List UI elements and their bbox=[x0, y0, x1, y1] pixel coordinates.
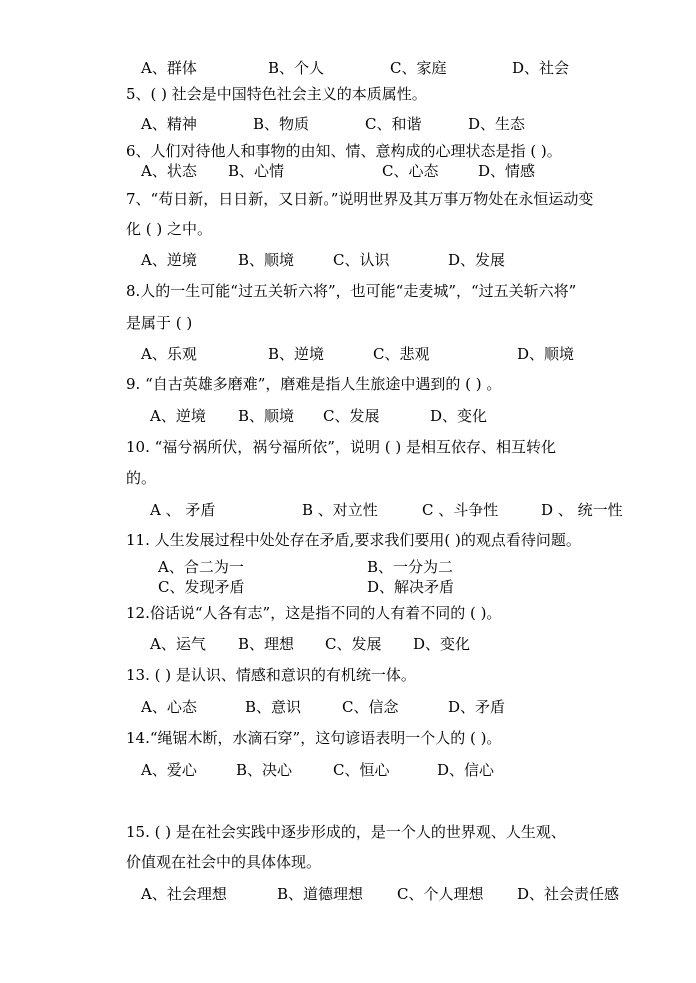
q14-stem: 14.“绳锯木断，水滴石穿”，这句谚语表明一个人的 ( )。 bbox=[126, 729, 502, 747]
q9-stem: 9. “自古英雄多磨难”，磨难是指人生旅途中遇到的 ( ) 。 bbox=[126, 375, 502, 393]
q11-option-a: A、合二为一 bbox=[158, 558, 244, 576]
q10-option-b: B 、对立性 bbox=[302, 501, 378, 519]
q4-option-a: A、群体 bbox=[141, 59, 197, 77]
q13-option-b: B、意识 bbox=[245, 698, 302, 716]
q8-option-a: A、乐观 bbox=[141, 345, 197, 363]
q5-option-d: D、生态 bbox=[468, 115, 526, 133]
q5-option-a: A、精神 bbox=[141, 115, 197, 133]
q14-option-c: C、恒心 bbox=[333, 761, 390, 779]
q9-option-b: B、顺境 bbox=[238, 407, 295, 425]
q6-option-d: D、情感 bbox=[478, 162, 536, 180]
q7-option-c: C、认识 bbox=[333, 251, 390, 269]
q11-option-b: B、一分为二 bbox=[367, 558, 454, 576]
q8-option-c: C、悲观 bbox=[373, 345, 430, 363]
q15-option-c: C、个人理想 bbox=[397, 885, 484, 903]
q10-stem-line2: 的。 bbox=[126, 469, 157, 487]
q15-option-b: B、道德理想 bbox=[277, 885, 364, 903]
q6-stem: 6、人们对待他人和事物的由知、情、意构成的心理状态是指 ( )。 bbox=[126, 142, 562, 160]
q8-stem-line1: 8.人的一生可能“过五关斩六将”，也可能“走麦城”，“过五关斩六将” bbox=[126, 282, 577, 300]
q11-option-c: C、发现矛盾 bbox=[158, 578, 245, 596]
q13-option-c: C、信念 bbox=[342, 698, 399, 716]
q15-option-d: D、社会责任感 bbox=[517, 885, 620, 903]
q9-option-d: D、变化 bbox=[430, 407, 488, 425]
q11-stem: 11. 人生发展过程中处处存在矛盾,要求我们要用( )的观点看待问题。 bbox=[126, 531, 581, 549]
q9-option-a: A、逆境 bbox=[150, 407, 206, 425]
q15-stem-line1: 15. ( ) 是在社会实践中逐步形成的，是一个人的世界观、人生观、 bbox=[126, 823, 566, 841]
q8-option-d: D、顺境 bbox=[517, 345, 575, 363]
q5-stem: 5、( ) 社会是中国特色社会主义的本质属性。 bbox=[126, 85, 427, 103]
q8-stem-line2: 是属于 ( ) bbox=[126, 314, 193, 332]
q13-stem: 13. ( ) 是认识、情感和意识的有机统一体。 bbox=[126, 666, 416, 684]
q6-option-a: A、状态 bbox=[141, 162, 197, 180]
q9-option-c: C、发展 bbox=[323, 407, 380, 425]
q7-option-a: A、逆境 bbox=[141, 251, 197, 269]
q7-option-d: D、发展 bbox=[448, 251, 506, 269]
q13-option-d: D、矛盾 bbox=[448, 698, 506, 716]
q8-option-b: B、逆境 bbox=[268, 345, 325, 363]
q11-option-d: D、解决矛盾 bbox=[367, 578, 455, 596]
q10-stem-line1: 10. “福兮祸所伏，祸兮福所依”，说明 ( ) 是相互依存、相互转化 bbox=[126, 438, 556, 456]
q12-option-a: A、运气 bbox=[150, 635, 206, 653]
q10-option-d: D 、 统一性 bbox=[541, 501, 623, 519]
q15-stem-line2: 价值观在社会中的具体体现。 bbox=[126, 853, 322, 871]
q7-stem-line2: 化 ( ) 之中。 bbox=[126, 220, 213, 238]
q4-option-c: C、家庭 bbox=[390, 59, 447, 77]
q10-option-a: A 、 矛盾 bbox=[150, 501, 216, 519]
q4-option-b: B、个人 bbox=[268, 59, 325, 77]
q14-option-d: D、信心 bbox=[437, 761, 495, 779]
q14-option-a: A、爱心 bbox=[141, 761, 197, 779]
q10-option-c: C 、斗争性 bbox=[422, 501, 499, 519]
q6-option-b: B、心情 bbox=[228, 162, 285, 180]
q12-option-b: B、理想 bbox=[238, 635, 295, 653]
q13-option-a: A、心态 bbox=[141, 698, 197, 716]
q12-option-d: D、变化 bbox=[413, 635, 471, 653]
q15-option-a: A、社会理想 bbox=[141, 885, 227, 903]
q7-stem-line1: 7、“苟日新，日日新，又日新。”说明世界及其万事万物处在永恒运动变 bbox=[126, 190, 594, 208]
q12-option-c: C、发展 bbox=[325, 635, 382, 653]
q12-stem: 12.俗话说“人各有志”，这是指不同的人有着不同的 ( )。 bbox=[126, 604, 502, 622]
q14-option-b: B、决心 bbox=[236, 761, 293, 779]
q4-option-d: D、社会 bbox=[512, 59, 570, 77]
q5-option-b: B、物质 bbox=[253, 115, 310, 133]
q6-option-c: C、心态 bbox=[382, 162, 439, 180]
q7-option-b: B、顺境 bbox=[238, 251, 295, 269]
q5-option-c: C、和谐 bbox=[365, 115, 422, 133]
